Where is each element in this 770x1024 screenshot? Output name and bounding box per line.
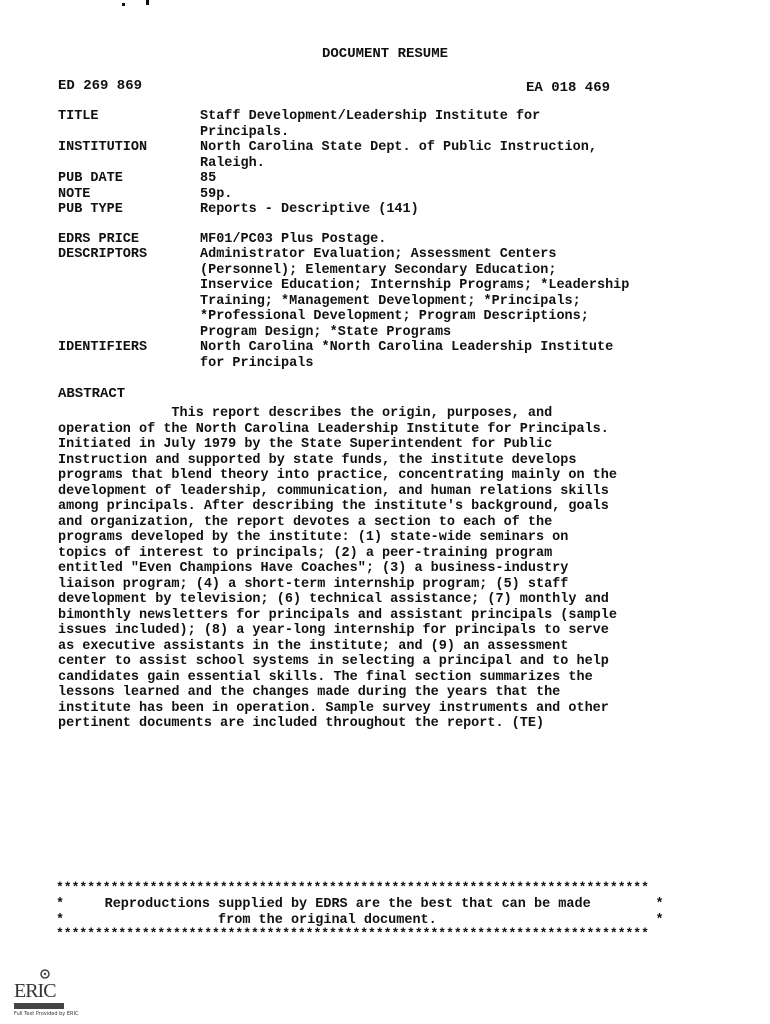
ea-number: EA 018 469 (526, 80, 611, 96)
field-label: TITLE (58, 109, 99, 124)
field-label: IDENTIFIERS (58, 340, 148, 355)
field-value: Reports - Descriptive (141) (200, 202, 419, 217)
field-value: 59p. (200, 186, 233, 202)
field-pub-date (58, 171, 718, 187)
abstract-text: This report describes the origin, purposes, and operation of the North Carolina Leadership Institute for Principals. Initiated in July 1979 by the State Superintendent for Public Instruction and supported by state funds, the institute develops programs that blend theory into practice, concentrating mainly on the development of leadership, communication, and human relations skills among principals. After describing the institute's background, goals and organization, the report devotes a section to each of the programs developed by the institute: (1) state-wide seminars on topics of interest to principals; (2) a peer-training program entitled "Even Champions Have Coaches"; (3) a business-industry liaison program; (4) a short-term internship program; (5) staff development by television; (6) technical assistance; (7) monthly and bimonthly newsletters for principals and assistant principals (sample issues included); (8) a year-long internship for principals to serve as executive assistants in the institute; and (9) an assessment center to assist school systems in selecting a principal and to help candidates gain essential skills. The final section summarizes the lessons learned and the changes made during the years that the institute has been in operation. Sample survey instruments and other pertinent documents are included throughout the report. (TE) (58, 406, 617, 731)
field-value: MF01/PC03 Plus Postage. (200, 231, 387, 247)
metadata-fields (58, 109, 718, 371)
field-value: Administrator Evaluation; Assessment Centers (Personnel); Elementary Secondary Education; Inservice Education; Internship Programs; *Leadership Training; *Management Development; *Principals; *Professional Development; Program Descriptions; Program Design; *State Programs (200, 247, 630, 340)
field-title (58, 109, 718, 140)
field-note (58, 187, 718, 203)
field-identifiers (58, 340, 718, 371)
document-title: DOCUMENT RESUME (321, 46, 449, 62)
eric-logo-caption: Full Text Provided by ERIC (14, 1011, 79, 1017)
star-border-bottom: **************************************************************************** (56, 926, 649, 941)
field-pub-type (58, 202, 718, 218)
field-value: North Carolina *North Carolina Leadership Institute for Principals (200, 340, 614, 371)
field-label: EDRS PRICE (58, 231, 140, 247)
reproduction-line-1: * Reproductions supplied by EDRS are the best that can be made * (56, 897, 664, 912)
field-descriptors (58, 247, 718, 340)
reproduction-line-2: * from the original document. * (56, 912, 664, 928)
field-institution (58, 140, 718, 171)
eric-logo-bar (14, 1003, 64, 1009)
eric-logo-text: ERIC (14, 980, 56, 1002)
field-label: DESCRIPTORS (58, 247, 148, 262)
abstract-label: ABSTRACT (58, 386, 126, 402)
field-value: 85 (200, 171, 217, 186)
scan-mark (120, 0, 150, 8)
field-label: INSTITUTION (58, 140, 148, 155)
field-edrs-price (58, 232, 718, 248)
field-value: North Carolina State Dept. of Public Instruction, Raleigh. (200, 140, 597, 171)
reproduction-notice (56, 897, 696, 928)
spacer (58, 218, 718, 232)
field-label: NOTE (58, 186, 91, 202)
field-label: PUB TYPE (58, 202, 123, 217)
field-label: PUB DATE (58, 171, 123, 186)
ed-number: ED 269 869 (58, 78, 143, 94)
star-border-top: **************************************************************************** (56, 880, 649, 895)
field-value: Staff Development/Leadership Institute for Principals. (200, 109, 541, 140)
